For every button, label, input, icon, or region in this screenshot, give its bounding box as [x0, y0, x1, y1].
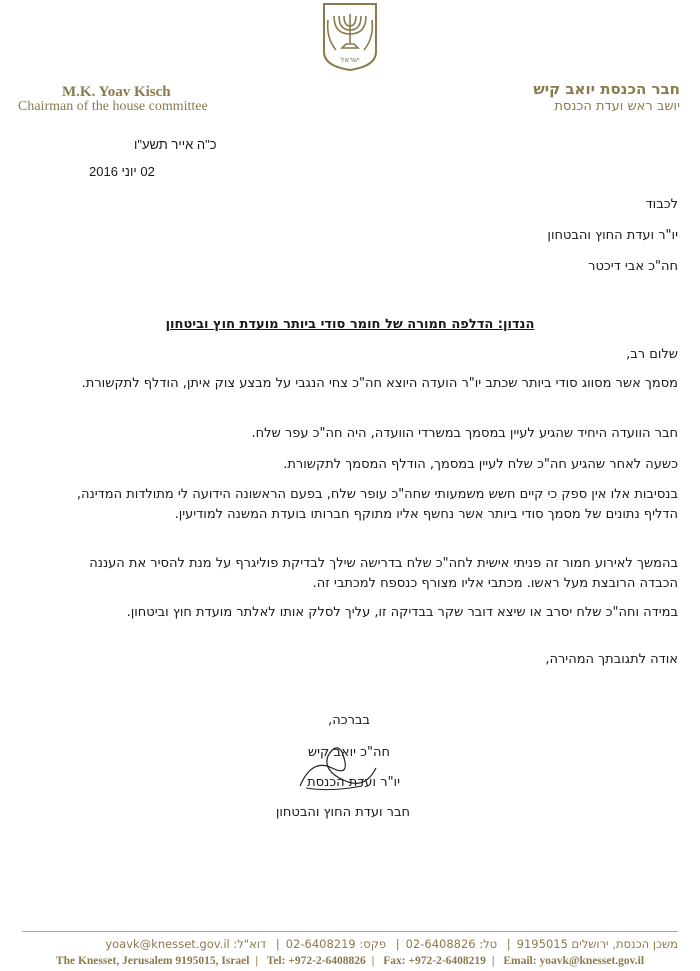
header-en-name: M.K. Yoav Kisch	[62, 84, 171, 100]
signer-role-2: חבר ועדת החוץ והבטחון	[275, 805, 410, 820]
paragraph-4: בנסיבות אלו אין ספק כי קיים חשש משמעותי שחה"כ עופר שלח, בפעם הראשונה הידועה לי מתולדות המדינה, הדליף נתונים של מסמך סודי ביותר אשר נחשף אליו מתוקף חברותו בועדת המשנה למודיעין.	[76, 487, 678, 522]
paragraph-5: בהמשך לאירוע חמור זה פניתי אישית לחה"כ שלח בדרישה שילך לבדיקת פוליגרף על מנת להסיר את העננה הכבדה הרובצת מעל ראשו. מכתבי אליו מצורף כנספח למכתבי זה.	[89, 556, 678, 591]
footer-he-address: משכן הכנסת, ירושלים 9195015	[516, 937, 678, 951]
paragraph-7: אודה לתגובתך המהירה,	[545, 652, 678, 667]
footer-en-email: Email: yoavk@knesset.gov.il	[503, 955, 645, 967]
footer-en-phone: Tel: +972-2-6408826	[266, 955, 366, 967]
handwritten-signature-icon	[292, 738, 382, 794]
paragraph-3: כשעה לאחר שהגיע חה"כ שלח לעיין במסמך, הודלף המסמך לתקשורת.	[283, 457, 678, 472]
hebrew-date: כ"ה אייר תשע"ו	[134, 137, 217, 152]
recipient-label: לכבוד	[645, 197, 678, 212]
paragraph-2: חבר הוועדה היחיד שהגיע לעיין במסמך במשרדי הוועדה, היה חה"כ עפר שלח.	[251, 426, 678, 441]
gregorian-date: 02 יוני 2016	[89, 164, 155, 179]
footer-he-email: דוא"ל: yoavk@knesset.gov.il	[105, 937, 267, 951]
footer-divider	[22, 931, 678, 932]
signer-role: יו"ר ועדת הכנסת	[307, 775, 400, 790]
recipient-name: חה"כ אבי דיכטר	[588, 259, 678, 274]
footer-en-fax: Fax: +972-2-6408219	[383, 955, 486, 967]
header-he-title: יושב ראש ועדת הכנסת	[554, 99, 680, 114]
header-en-title: Chairman of the house committee	[18, 99, 208, 114]
footer-he-phone: טל: 02-6408826	[405, 937, 498, 951]
knesset-emblem-icon	[318, 0, 382, 72]
footer-english: The Knesset, Jerusalem 9195015, Israel | Tel: +972-2-6408826 | Fax: +972-2-6408219 | Email: yoavk@knesset.gov.il	[55, 955, 645, 967]
paragraph-6: במידה וחה"כ שלח יסרב או שיצא דובר שקר בבדיקה זו, עליך לסלק אותו לאלתר מועדת חוץ וביטחון.	[126, 605, 678, 620]
footer-hebrew: משכן הכנסת, ירושלים 9195015| טל: 02-6408826| פקס: 02-6408219| דוא"ל: yoavk@knesset.gov.il	[105, 937, 678, 951]
emblem-label: ישראל	[340, 56, 360, 64]
closing: בברכה,	[328, 713, 370, 728]
subject-line: הנדון: הדלפה חמורה של חומר סודי ביותר מועדת חוץ וביטחון	[165, 317, 535, 332]
footer-en-address: The Knesset, Jerusalem 9195015, Israel	[55, 955, 250, 967]
paragraph-1: מסמך אשר מסווג סודי ביותר שכתב יו"ר הועדה היוצא חה"כ צחי הנגבי על מבצע צוק איתן, הודלף לתקשורת.	[81, 376, 678, 391]
recipient-role: יו"ר ועדת החוץ והבטחון	[547, 228, 678, 243]
footer-he-fax: פקס: 02-6408219	[285, 937, 387, 951]
signer-name: חה"כ יואב קיש	[307, 745, 390, 760]
header-he-name: חבר הכנסת יואב קיש	[533, 80, 680, 98]
greeting: שלום רב,	[626, 347, 678, 362]
